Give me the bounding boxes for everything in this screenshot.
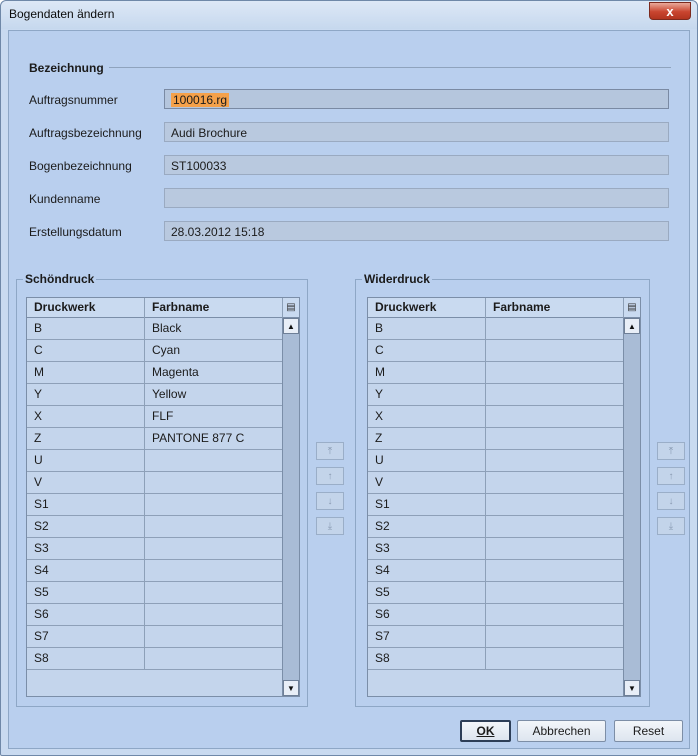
table-row[interactable] — [27, 604, 283, 626]
farbname-cell[interactable] — [486, 340, 624, 361]
druckwerk-cell: M — [27, 362, 145, 383]
move-up-icon[interactable]: ↑ — [316, 467, 344, 485]
move-top-icon[interactable]: ⤒ — [657, 442, 685, 460]
table-row[interactable] — [27, 560, 283, 582]
farbname-cell[interactable]: Yellow — [145, 384, 283, 405]
table-row[interactable] — [368, 626, 624, 648]
druckwerk-cell: S8 — [27, 648, 145, 669]
farbname-cell[interactable] — [145, 516, 283, 537]
back-print-title: Widerdruck — [364, 272, 430, 286]
table-row[interactable] — [368, 538, 624, 560]
farbname-cell[interactable] — [486, 516, 624, 537]
farbname-cell[interactable] — [486, 472, 624, 493]
druckwerk-cell: C — [27, 340, 145, 361]
front-print-table — [26, 297, 300, 697]
order-number-field[interactable] — [164, 89, 669, 109]
scroll-up-icon[interactable]: ▲ — [624, 318, 640, 334]
scrollbar[interactable] — [623, 318, 640, 696]
farbname-cell[interactable] — [145, 604, 283, 625]
scrollbar[interactable] — [282, 318, 299, 696]
table-row[interactable] — [27, 538, 283, 560]
ok-button[interactable]: OK — [460, 720, 511, 742]
table-row[interactable] — [27, 582, 283, 604]
farbname-cell[interactable]: Cyan — [145, 340, 283, 361]
farbname-cell[interactable] — [486, 384, 624, 405]
move-bottom-icon[interactable]: ⤓ — [657, 517, 685, 535]
order-number-label: Auftragsnummer — [29, 93, 118, 107]
farbname-cell[interactable] — [145, 626, 283, 647]
farbname-cell[interactable] — [486, 494, 624, 515]
move-down-icon[interactable]: ↓ — [316, 492, 344, 510]
close-button[interactable]: x — [649, 2, 691, 20]
druckwerk-cell: S1 — [27, 494, 145, 515]
farbname-cell[interactable] — [486, 362, 624, 383]
farbname-cell[interactable] — [145, 494, 283, 515]
front-print-title: Schöndruck — [25, 272, 95, 286]
column-chooser-icon[interactable]: ▤ — [623, 298, 640, 318]
druckwerk-cell: X — [368, 406, 486, 427]
druckwerk-cell: S4 — [27, 560, 145, 581]
farbname-cell[interactable] — [145, 560, 283, 581]
druckwerk-cell: V — [368, 472, 486, 493]
farbname-cell[interactable] — [145, 582, 283, 603]
table-row[interactable] — [27, 428, 283, 450]
table-row[interactable] — [27, 318, 283, 340]
farbname-cell[interactable] — [486, 406, 624, 427]
table-row[interactable] — [368, 560, 624, 582]
table-header — [368, 298, 624, 318]
druckwerk-cell: S2 — [368, 516, 486, 537]
column-chooser-icon[interactable]: ▤ — [282, 298, 299, 318]
druckwerk-cell: S2 — [27, 516, 145, 537]
druckwerk-cell: S5 — [27, 582, 145, 603]
table-row[interactable] — [368, 472, 624, 494]
table-row[interactable] — [368, 516, 624, 538]
druckwerk-cell: S8 — [368, 648, 486, 669]
table-row[interactable] — [368, 428, 624, 450]
sheet-name-label: Bogenbezeichnung — [29, 159, 132, 173]
column-header-druckwerk[interactable]: Druckwerk — [368, 298, 486, 318]
farbname-cell[interactable] — [145, 648, 283, 669]
scroll-up-icon[interactable]: ▲ — [283, 318, 299, 334]
table-row[interactable] — [368, 494, 624, 516]
table-row[interactable] — [27, 472, 283, 494]
table-body — [368, 318, 624, 670]
farbname-cell[interactable] — [486, 560, 624, 581]
reset-button-label: Reset — [632, 724, 665, 738]
table-row[interactable] — [368, 648, 624, 670]
druckwerk-cell: Y — [368, 384, 486, 405]
farbname-cell[interactable]: PANTONE 877 C — [145, 428, 283, 449]
druckwerk-cell: M — [368, 362, 486, 383]
creation-date-label: Erstellungsdatum — [29, 225, 122, 239]
window-title: Bogendaten ändern — [9, 7, 115, 21]
farbname-cell[interactable] — [486, 604, 624, 625]
section-title: Bezeichnung — [29, 61, 104, 75]
farbname-cell[interactable] — [145, 450, 283, 471]
column-header-druckwerk[interactable]: Druckwerk — [27, 298, 145, 318]
druckwerk-cell: S6 — [368, 604, 486, 625]
table-row[interactable] — [27, 450, 283, 472]
table-row[interactable] — [27, 406, 283, 428]
table-body — [27, 318, 283, 670]
druckwerk-cell: X — [27, 406, 145, 427]
farbname-cell[interactable] — [486, 428, 624, 449]
druckwerk-cell: S5 — [368, 582, 486, 603]
druckwerk-cell: S6 — [27, 604, 145, 625]
druckwerk-cell: S1 — [368, 494, 486, 515]
table-row[interactable] — [27, 384, 283, 406]
move-top-icon[interactable]: ⤒ — [316, 442, 344, 460]
table-row[interactable] — [368, 604, 624, 626]
farbname-cell[interactable] — [486, 648, 624, 669]
farbname-cell[interactable] — [145, 538, 283, 559]
druckwerk-cell: S7 — [368, 626, 486, 647]
druckwerk-cell: U — [27, 450, 145, 471]
sheet-name-field[interactable]: ST100033 — [164, 155, 669, 175]
farbname-cell[interactable] — [486, 626, 624, 647]
cancel-button[interactable] — [517, 720, 606, 742]
farbname-cell[interactable]: FLF — [145, 406, 283, 427]
druckwerk-cell: S4 — [368, 560, 486, 581]
table-header — [27, 298, 283, 318]
farbname-cell[interactable] — [486, 538, 624, 559]
table-row[interactable] — [368, 450, 624, 472]
table-row[interactable] — [368, 340, 624, 362]
farbname-cell[interactable]: Magenta — [145, 362, 283, 383]
table-row[interactable] — [27, 494, 283, 516]
customer-name-field[interactable] — [164, 188, 669, 208]
table-row[interactable] — [368, 406, 624, 428]
druckwerk-cell: Y — [27, 384, 145, 405]
druckwerk-cell: C — [368, 340, 486, 361]
farbname-cell[interactable]: Black — [145, 318, 283, 339]
column-header-farbname[interactable]: Farbname — [486, 298, 624, 318]
move-bottom-icon[interactable]: ⤓ — [316, 517, 344, 535]
table-row[interactable] — [27, 648, 283, 670]
druckwerk-cell: V — [27, 472, 145, 493]
order-number-value: 100016.rg — [173, 93, 228, 107]
druckwerk-cell: Z — [368, 428, 486, 449]
table-row[interactable] — [368, 318, 624, 340]
front-print-group — [16, 272, 308, 707]
table-row[interactable] — [27, 340, 283, 362]
move-up-icon[interactable]: ↑ — [657, 467, 685, 485]
table-row[interactable] — [27, 516, 283, 538]
column-header-farbname[interactable]: Farbname — [145, 298, 283, 318]
table-row[interactable] — [368, 384, 624, 406]
back-print-group — [355, 272, 650, 707]
section-divider — [109, 67, 671, 68]
druckwerk-cell: Z — [27, 428, 145, 449]
table-row[interactable] — [368, 362, 624, 384]
scroll-down-icon[interactable]: ▼ — [624, 680, 640, 696]
order-description-label: Auftragsbezeichnung — [29, 126, 142, 140]
druckwerk-cell: B — [368, 318, 486, 339]
table-row[interactable] — [27, 626, 283, 648]
farbname-cell[interactable] — [145, 472, 283, 493]
move-down-icon[interactable]: ↓ — [657, 492, 685, 510]
order-description-field[interactable]: Audi Brochure — [164, 122, 669, 142]
farbname-cell[interactable] — [486, 582, 624, 603]
cancel-button-label: Abbrechen — [532, 724, 591, 738]
dialog-content — [8, 30, 690, 749]
druckwerk-cell: S3 — [27, 538, 145, 559]
creation-date-field[interactable]: 28.03.2012 15:18 — [164, 221, 669, 241]
druckwerk-cell: S3 — [368, 538, 486, 559]
table-row[interactable] — [27, 362, 283, 384]
reset-button[interactable] — [614, 720, 683, 742]
druckwerk-cell: S7 — [27, 626, 145, 647]
druckwerk-cell: U — [368, 450, 486, 471]
druckwerk-cell: B — [27, 318, 145, 339]
back-print-table — [367, 297, 641, 697]
farbname-cell[interactable] — [486, 318, 624, 339]
scroll-down-icon[interactable]: ▼ — [283, 680, 299, 696]
customer-name-label: Kundenname — [29, 192, 101, 206]
table-row[interactable] — [368, 582, 624, 604]
farbname-cell[interactable] — [486, 450, 624, 471]
title-bar[interactable] — [1, 1, 697, 29]
